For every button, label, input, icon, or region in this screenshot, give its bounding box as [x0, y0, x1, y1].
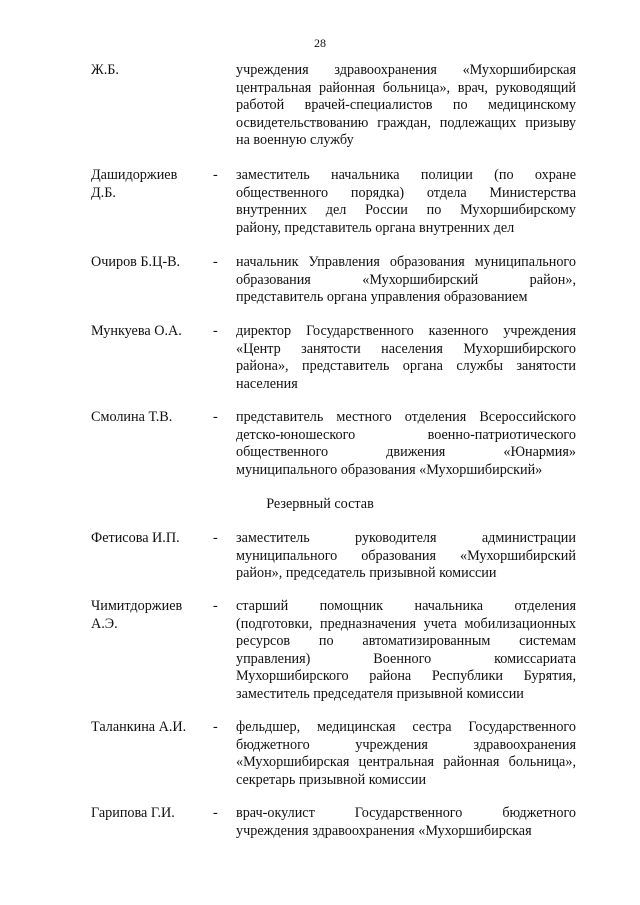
description-line: на военную службу: [236, 132, 354, 148]
description-line: учреждения здравоохранения «Мухоршибирская: [236, 62, 576, 78]
description-line: муниципального образования «Мухоршибирский»: [236, 461, 543, 478]
description-line: населения: [236, 375, 298, 392]
description-line: врач-окулист Государственного бюджетного: [236, 805, 576, 821]
member-position-description: [236, 167, 576, 237]
description-line: образования «Мухоршибирский район»,: [236, 271, 576, 288]
description-line: общественного движения «Юнармия»: [236, 444, 576, 460]
member-position-description: [236, 323, 576, 393]
description-line: директор Государственного казенного учреждения: [236, 323, 576, 339]
dash-separator: -: [213, 598, 218, 614]
description-line: заместитель руководителя администрации: [236, 530, 576, 546]
member-position-description: [236, 598, 576, 703]
description-line: фельдшер, медицинская сестра Государственного: [236, 719, 576, 735]
member-position-description: [236, 254, 576, 307]
description-line: внутренних дел России по Мухоршибирскому: [236, 202, 576, 218]
dash-separator: -: [213, 323, 218, 339]
description-line: заместитель председателя призывной комиссии: [236, 685, 524, 702]
description-line: муниципального образования «Мухоршибирский: [236, 547, 576, 564]
description-line: освидетельствованию граждан, подлежащих призыву: [236, 114, 576, 131]
dash-separator: -: [213, 167, 218, 183]
description-line: центральная районная больница», врач, руководящий: [236, 79, 576, 96]
member-position-description: [236, 719, 576, 789]
description-line: общественного порядка) отдела Министерства: [236, 184, 576, 201]
description-line: секретарь призывной комиссии: [236, 771, 427, 788]
dash-separator: -: [213, 719, 218, 735]
page-number: 28: [314, 36, 326, 50]
description-line: району, представитель органа внутренних дел: [236, 219, 515, 236]
description-line: заместитель начальника полиции (по охране: [236, 167, 576, 183]
member-position-description: [236, 805, 576, 840]
member-position-description: [236, 409, 576, 479]
description-line: (подготовки, предназначения учета мобилизационных: [236, 615, 576, 632]
description-line: управления) Военного комиссариата: [236, 650, 576, 667]
member-position-description: [236, 530, 576, 583]
member-name: Фетисова И.П.: [91, 530, 180, 546]
description-line: «Мухоршибирская центральная районная больница»,: [236, 754, 576, 770]
member-name: Гарипова Г.И.: [91, 805, 175, 821]
member-name: Таланкина А.И.: [91, 719, 187, 735]
description-line: бюджетного учреждения здравоохранения: [236, 736, 576, 753]
member-name: Дашидоржиев Д.Б.: [91, 167, 178, 201]
member-name: Ж.Б.: [91, 62, 119, 78]
description-line: Мухоршибирского района Республики Бурятия,: [236, 668, 576, 684]
description-line: ресурсов по автоматизированным системам: [236, 633, 576, 649]
member-position-description: [236, 62, 576, 150]
member-name: Смолина Т.В.: [91, 409, 173, 425]
member-name: Очиров Б.Ц-В.: [91, 254, 181, 270]
description-line: района», представитель органа службы занятости: [236, 358, 576, 374]
description-line: детско-юношеского военно-патриотического: [236, 426, 576, 443]
description-line: учреждения здравоохранения «Мухоршибирская: [236, 822, 532, 839]
member-name: Чимитдоржиев А.Э.: [91, 598, 183, 632]
description-line: «Центр занятости населения Мухоршибирского: [236, 340, 576, 357]
description-line: представитель органа управления образованием: [236, 289, 528, 305]
reserve-section-heading: Резервный состав: [266, 496, 374, 512]
member-name: Мункуева О.А.: [91, 323, 182, 339]
description-line: район», председатель призывной комиссии: [236, 565, 497, 581]
dash-separator: -: [213, 409, 218, 425]
description-line: работой врачей-специалистов по медицинскому: [236, 97, 576, 113]
dash-separator: -: [213, 805, 218, 821]
dash-separator: -: [213, 530, 218, 546]
description-line: начальник Управления образования муниципального: [236, 254, 576, 270]
description-line: старший помощник начальника отделения: [236, 598, 576, 614]
dash-separator: -: [213, 254, 218, 270]
description-line: представитель местного отделения Всероссийского: [236, 409, 576, 425]
